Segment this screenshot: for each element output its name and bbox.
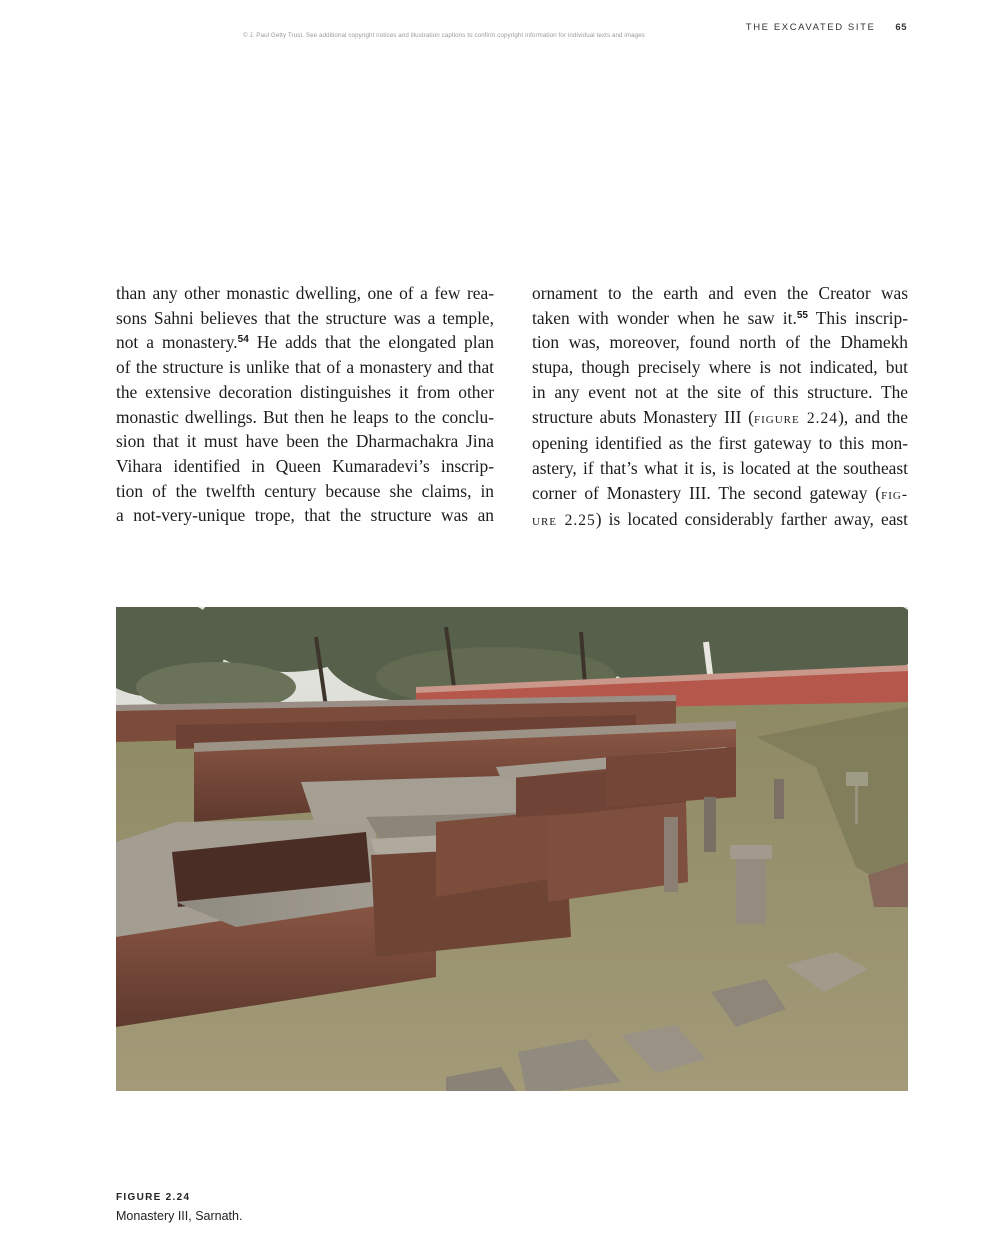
text-segment: ), and the	[838, 406, 908, 427]
figure-ref-2-25[interactable]: fig-	[881, 485, 908, 503]
text-line: sons Sahni believes that the structure was a temple,	[116, 307, 494, 328]
text-column-right	[532, 281, 908, 534]
footnote-ref-55[interactable]: 55	[796, 309, 808, 321]
text-line: monastic dwellings. But then he leaps to the conclu-	[116, 406, 494, 427]
text-segment: He adds that the elongated plan	[256, 332, 494, 353]
text-line: astery, if that’s what it is, is located at the southeast	[532, 457, 908, 478]
text-segment: This inscrip-	[807, 307, 908, 328]
text-segment: structure abuts Monastery III (	[532, 406, 754, 427]
text-line: opening identified as the first gateway to this mon-	[532, 433, 908, 454]
text-line: a not-very-unique trope, that the structure was an	[116, 505, 494, 526]
text-line: sion that it must have been the Dharmachakra Jina	[116, 431, 494, 452]
text-line: Vihara identified in Queen Kumaradevi’s inscrip-	[116, 455, 494, 476]
text-segment: ) is located considerably farther away, east	[595, 509, 909, 530]
text-segment: taken with wonder when he saw it.	[532, 307, 797, 328]
text-segment: not a monastery.	[116, 332, 238, 353]
page-number: 65	[895, 22, 907, 33]
text-line: tion was, moreover, found north of the Dhamekh	[532, 332, 908, 353]
figure-ref-2-25-cont[interactable]: ure 2.25	[532, 512, 596, 530]
figure-caption: Monastery III, Sarnath.	[116, 1209, 243, 1223]
text-segment: corner of Monastery III. The second gateway (	[532, 482, 882, 503]
figure-label: FIGURE 2.24	[116, 1192, 191, 1203]
footnote-ref-54[interactable]: 54	[237, 334, 249, 346]
text-line: in any event not at the site of this structure. The	[532, 381, 908, 402]
text-column-left	[116, 281, 494, 528]
figure-photo-monastery-iii	[116, 607, 908, 1091]
text-line	[532, 481, 908, 508]
figure-ref-2-24[interactable]: figure 2.24	[753, 409, 839, 427]
text-line	[532, 405, 908, 432]
text-line: ornament to the earth and even the Creator was	[532, 283, 908, 303]
text-line: than any other monastic dwelling, one of a few rea-	[116, 283, 494, 303]
text-line	[532, 306, 908, 331]
text-line: tion of the twelfth century because she claims, in	[116, 480, 494, 501]
text-line: the extensive decoration distinguishes it from other	[116, 381, 494, 402]
running-head	[746, 22, 907, 33]
section-title: THE EXCAVATED SITE	[745, 22, 876, 33]
text-line: stupa, though precisely where is not indicated, but	[532, 357, 908, 378]
text-line: of the structure is unlike that of a monastery and that	[116, 357, 494, 378]
text-line	[532, 507, 908, 534]
copyright-notice: © J. Paul Getty Trust. See additional copyright notices and illustration captions to confirm copyright information for individual texts and images	[243, 32, 645, 39]
text-line	[116, 330, 494, 355]
